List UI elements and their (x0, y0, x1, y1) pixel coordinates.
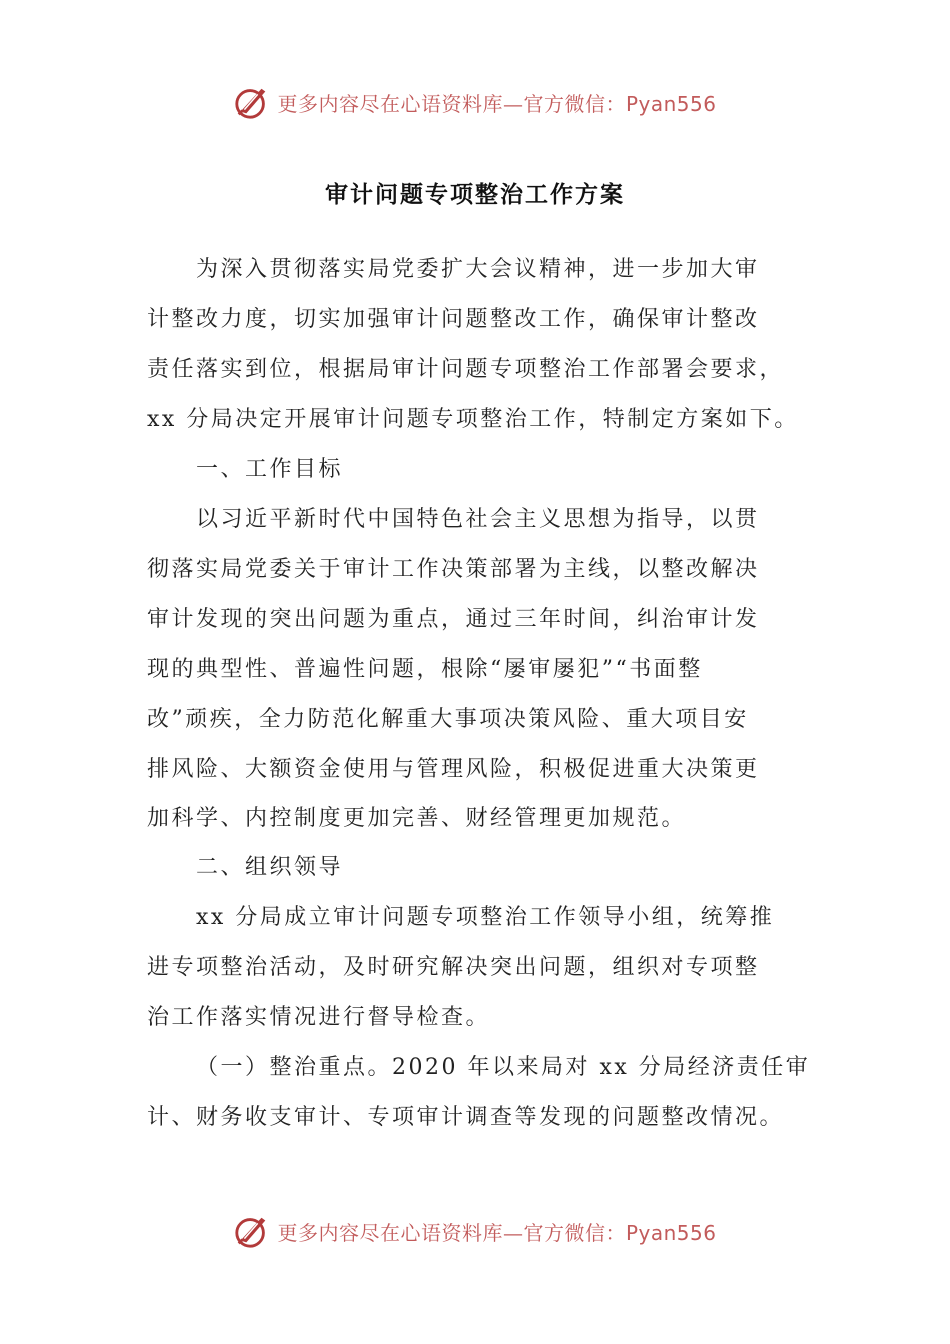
body-line: 彻落实局党委关于审计工作决策部署为主线，以整改解决 (147, 557, 760, 582)
watermark-banner-bottom (0, 1209, 950, 1253)
watermark-banner-top (0, 80, 950, 124)
body-line: xx 分局成立审计问题专项整治工作领导小组，统筹推 (196, 905, 775, 930)
body-line: xx 分局决定开展审计问题专项整治工作，特制定方案如下。 (147, 407, 799, 432)
section-heading: 一、工作目标 (196, 457, 344, 482)
body-line: 计、财务收支审计、专项审计调查等发现的问题整改情况。 (147, 1105, 785, 1130)
body-line: 为深入贯彻落实局党委扩大会议精神，进一步加大审 (196, 257, 760, 282)
watermark-text-top: 更多内容尽在心语资料库—官方微信：Pyan556 (277, 91, 717, 116)
body-line: 责任落实到位，根据局审计问题专项整治工作部署会要求， (147, 357, 785, 382)
body-line: 以习近平新时代中国特色社会主义思想为指导，以贯 (196, 507, 760, 532)
body-line: 排风险、大额资金使用与管理风险，积极促进重大决策更 (147, 757, 760, 782)
section-heading: 二、组织领导 (196, 855, 344, 880)
body-line: 改”顽疾，全力防范化解重大事项决策风险、重大项目安 (147, 707, 749, 732)
body-line: （一）整治重点。2020 年以来局对 xx 分局经济责任审 (196, 1055, 811, 1080)
quill-logo-icon (233, 1212, 271, 1250)
body-line: 计整改力度，切实加强审计问题整改工作，确保审计整改 (147, 307, 760, 332)
watermark-text-bottom: 更多内容尽在心语资料库—官方微信：Pyan556 (277, 1220, 717, 1245)
body-line: 现的典型性、普遍性问题，根除“屡审屡犯”“书面整 (147, 657, 703, 682)
quill-logo-icon (233, 83, 271, 121)
document-title: 审计问题专项整治工作方案 (325, 181, 625, 208)
body-line: 治工作落实情况进行督导检查。 (147, 1005, 491, 1030)
body-line: 加科学、内控制度更加完善、财经管理更加规范。 (147, 806, 687, 831)
body-line: 进专项整治活动，及时研究解决突出问题，组织对专项整 (147, 955, 760, 980)
body-line: 审计发现的突出问题为重点，通过三年时间，纠治审计发 (147, 607, 760, 632)
